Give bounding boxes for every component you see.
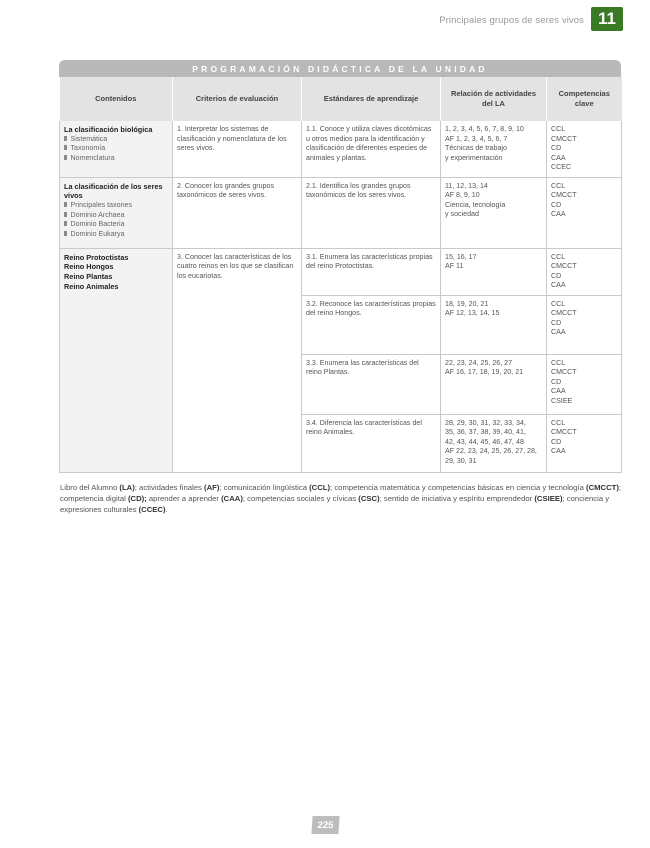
abbreviations-footnote: Libro del Alumno (LA); actividades finales (AF); comunicación lingüística (CCL); competencia matemática y competencias básicas en ciencia y tecnología (CMCCT); competencia digital (CD); aprender a aprender (CAA); competencias sociales y cívicas (CSC); sentido de iniciativa y espíritu emprendedor (CSIEE); conciencia y expresiones culturales (CCEC).: [60, 483, 622, 514]
page-number: 225: [311, 816, 339, 834]
content-item: Principales taxones: [64, 201, 168, 211]
contents-cell: [60, 177, 173, 248]
chapter-number-badge: 11: [591, 7, 623, 31]
criterion-cell: 2. Conocer los grandes grupos taxonómicos de seres vivos.: [173, 177, 302, 248]
content-title: Reino Hongos: [64, 262, 114, 272]
table-row: [60, 177, 622, 248]
competences-cell: CCL CMCCT CD CAA: [547, 414, 622, 472]
bullet-icon: [64, 212, 67, 217]
programming-table: [59, 60, 621, 473]
competences-cell: CCL CMCCT CD CAA CCEC: [547, 121, 622, 177]
content-item: Dominio Eukarya: [64, 230, 168, 240]
bullet-icon: [64, 202, 67, 207]
content-item: Dominio Bacteria: [64, 220, 168, 230]
activities-cell: 11, 12, 13, 14 AF 8, 9, 10 Ciencia, tecnología y sociedad: [441, 177, 547, 248]
running-title: Principales grupos de seres vivos: [439, 15, 584, 26]
competences-cell: CCL CMCCT CD CAA CSIEE: [547, 354, 622, 414]
contents-cell: [60, 121, 173, 177]
content-title: La clasificación de los seres vivos: [64, 181, 163, 201]
activities-cell: 1, 2, 3, 4, 5, 6, 7, 8, 9, 10 AF 1, 2, 3, 4, 5, 6, 7 Técnicas de trabajo y experimentación: [441, 121, 547, 177]
column-header-activities: Relación de actividades del LA: [441, 77, 547, 121]
content-item: Sistemática: [64, 135, 168, 145]
standard-cell: 1.1. Conoce y utiliza claves dicotómicas u otros medios para la identificación y clasificación de diferentes especies de animales y plantas.: [302, 121, 441, 177]
content-item: Taxonomía: [64, 144, 168, 154]
content-title: Reino Protoctistas: [64, 252, 129, 262]
criterion-cell: 1. Interpretar los sistemas de clasificación y nomenclatura de los seres vivos.: [173, 121, 302, 177]
content-item: Nomenclatura: [64, 154, 168, 164]
activities-cell: 28, 29, 30, 31, 32, 33, 34, 35, 36, 37, 38, 39, 40, 41, 42, 43, 44, 45, 46, 47, 48 AF 22, 23, 24, 25, 26, 27, 28, 29, 30, 31: [441, 414, 547, 472]
content-title: La clasificación biológica: [64, 125, 153, 134]
activities-cell: 18, 19, 20, 21 AF 12, 13, 14, 15: [441, 295, 547, 354]
table-banner: PROGRAMACIÓN DIDÁCTICA DE LA UNIDAD: [59, 60, 621, 77]
bullet-icon: [64, 231, 67, 236]
competences-cell: CCL CMCCT CD CAA: [547, 295, 622, 354]
standard-cell: 3.3. Enumera las características del reino Plantas.: [302, 354, 441, 414]
bullet-icon: [64, 221, 67, 226]
criterion-cell: 3. Conocer las características de los cuatro reinos en los que se clasifican los eucariotas.: [173, 248, 302, 472]
table-row: [60, 248, 622, 295]
standard-cell: 2.1. Identifica los grandes grupos taxonómicos de los seres vivos.: [302, 177, 441, 248]
didactic-table: [59, 77, 622, 473]
column-header-criteria: Criterios de evaluación: [173, 77, 302, 121]
competences-cell: CCL CMCCT CD CAA: [547, 177, 622, 248]
contents-cell: [60, 248, 173, 472]
standard-cell: 3.1. Enumera las características propias del reino Protoctistas.: [302, 248, 441, 295]
table-row: [60, 121, 622, 177]
column-header-competences: Competencias clave: [547, 77, 622, 121]
table-header-row: [60, 77, 622, 121]
standard-cell: 3.2. Reconoce las características propias del reino Hongos.: [302, 295, 441, 354]
bullet-icon: [64, 145, 67, 150]
standard-cell: 3.4. Diferencia las características del reino Animales.: [302, 414, 441, 472]
bullet-icon: [64, 136, 67, 141]
column-header-contents: Contenidos: [60, 77, 173, 121]
bullet-icon: [64, 155, 67, 160]
content-item: Dominio Archaea: [64, 211, 168, 221]
competences-cell: CCL CMCCT CD CAA: [547, 248, 622, 295]
activities-cell: 15, 16, 17 AF 11: [441, 248, 547, 295]
content-title: Reino Animales: [64, 282, 119, 292]
activities-cell: 22, 23, 24, 25, 26, 27 AF 16, 17, 18, 19, 20, 21: [441, 354, 547, 414]
content-title: Reino Plantas: [64, 272, 113, 282]
column-header-standards: Estándares de aprendizaje: [302, 77, 441, 121]
